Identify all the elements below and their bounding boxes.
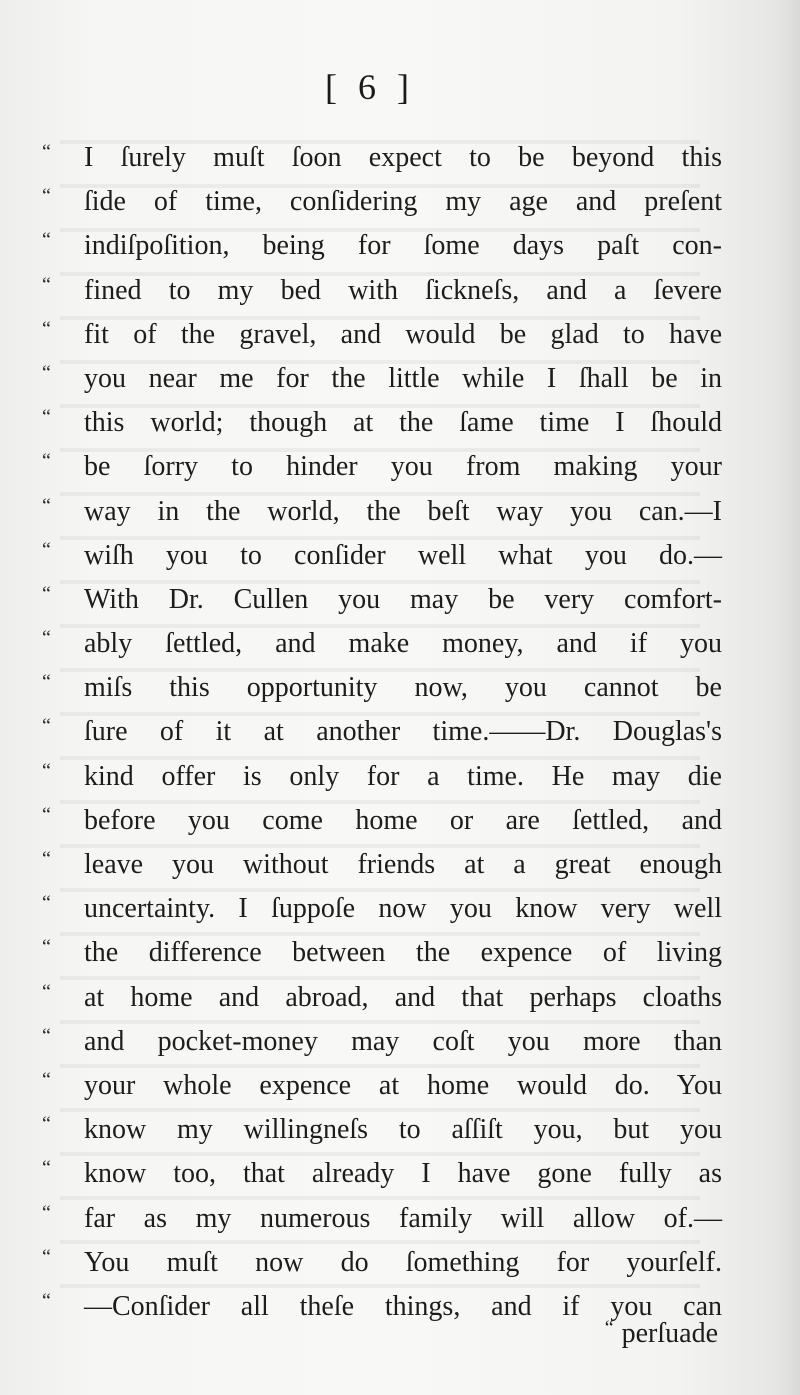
- text-line: [42, 843, 722, 887]
- quote-mark: “: [42, 715, 51, 738]
- text-line-content: and pocket-money may coſt you more than: [84, 1025, 722, 1057]
- text-line-content: you near me for the little while I ſhall be in: [84, 362, 722, 394]
- quote-mark: “: [42, 1201, 51, 1224]
- text-line-content: miſs this opportunity now, you cannot be: [84, 672, 722, 704]
- text-line: [42, 799, 722, 843]
- text-line: [42, 755, 722, 799]
- quote-mark: “: [42, 671, 51, 694]
- text-line: [42, 401, 722, 445]
- text-line-content: You muſt now do ſomething for yourſelf.: [84, 1246, 722, 1278]
- text-line-content: this world; though at the ſame time I ſhould: [84, 407, 722, 439]
- quote-mark: “: [42, 1289, 51, 1312]
- quote-mark: “: [42, 361, 51, 384]
- text-line-content: wiſh you to conſider well what you do.—: [84, 539, 722, 571]
- quote-mark: “: [42, 538, 51, 561]
- quote-mark: “: [42, 892, 51, 915]
- quote-mark: “: [42, 1245, 51, 1268]
- quote-mark: “: [42, 273, 51, 296]
- text-line-content: I ſurely muſt ſoon expect to be beyond this: [84, 142, 722, 173]
- quote-mark: “: [42, 759, 51, 782]
- quote-mark: “: [42, 1157, 51, 1180]
- text-line-content: at home and abroad, and that perhaps cloaths: [84, 981, 722, 1013]
- text-line-content: ſure of it at another time.——Dr. Douglas's: [84, 716, 722, 748]
- quote-mark: “: [42, 1024, 51, 1047]
- text-line: [42, 710, 722, 754]
- text-line: [42, 313, 722, 357]
- text-line: [42, 534, 722, 578]
- quote-mark: “: [42, 317, 51, 340]
- text-line-content: ſide of time, conſidering my age and preſent: [84, 186, 722, 218]
- text-line-content: before you come home or are ſettled, and: [84, 804, 722, 836]
- text-line-content: know too, that already I have gone fully as: [84, 1158, 722, 1190]
- quote-mark: “: [42, 803, 51, 826]
- quote-mark: “: [42, 848, 51, 870]
- text-line: [42, 1108, 722, 1152]
- text-line: [42, 269, 722, 313]
- text-line: [42, 1064, 722, 1108]
- text-line: [42, 1197, 722, 1241]
- text-line-content: the difference between the expence of living: [84, 937, 722, 969]
- text-line: [42, 976, 722, 1020]
- text-line-content: know my willingneſs to aſſiſt you, but you: [84, 1114, 722, 1146]
- quote-mark: “: [42, 582, 51, 605]
- text-line: [42, 931, 722, 975]
- quote-mark: “: [42, 627, 51, 650]
- text-line: [42, 445, 722, 489]
- text-line-content: With Dr. Cullen you may be very comfort-: [84, 583, 722, 615]
- quote-mark: “: [42, 229, 51, 252]
- catchword-text: perſuade: [621, 1318, 718, 1349]
- quote-mark: “: [42, 141, 51, 163]
- page-number: [ 6 ]: [325, 67, 415, 107]
- text-line-content: indiſpoſition, being for ſome days paſt con-: [84, 230, 722, 262]
- text-line-content: be ſorry to hinder you from making your: [84, 451, 722, 483]
- text-line: [42, 578, 722, 622]
- text-line: [42, 622, 722, 666]
- text-line-content: uncertainty. I ſuppoſe now you know very well: [84, 893, 722, 925]
- text-line-content: far as my numerous family will allow of.—: [84, 1202, 722, 1234]
- text-line: [42, 887, 722, 931]
- text-line-content: way in the world, the beſt way you can.—I: [84, 495, 722, 527]
- quote-mark: “: [604, 1317, 614, 1339]
- quote-mark: “: [42, 494, 51, 517]
- quote-mark: “: [42, 1068, 51, 1091]
- quote-mark: “: [42, 450, 51, 473]
- text-line: [42, 136, 722, 180]
- text-line: [42, 357, 722, 401]
- quote-mark: “: [42, 980, 51, 1003]
- quote-mark: “: [42, 936, 51, 959]
- catchword: [605, 1318, 718, 1350]
- text-line: [42, 180, 722, 224]
- quote-mark: “: [42, 406, 51, 429]
- text-line-content: ably ſettled, and make money, and if you: [84, 628, 722, 660]
- text-line-content: kind offer is only for a time. He may die: [84, 760, 722, 792]
- text-line: [42, 666, 722, 710]
- text-line-content: —Conſider all theſe things, and if you can: [84, 1290, 722, 1322]
- text-line: [42, 1020, 722, 1064]
- text-line-content: leave you without friends at a great enough: [84, 849, 722, 880]
- text-line-content: fined to my bed with ſickneſs, and a ſevere: [84, 274, 722, 306]
- quote-mark: “: [42, 1113, 51, 1136]
- text-line-content: fit of the gravel, and would be glad to have: [84, 318, 722, 350]
- text-line: [42, 1152, 722, 1196]
- letter-text-block: [42, 136, 722, 1329]
- text-line-content: your whole expence at home would do. You: [84, 1069, 722, 1101]
- quote-mark: “: [42, 185, 51, 208]
- text-line: [42, 1241, 722, 1285]
- text-line: [42, 224, 722, 268]
- text-line: [42, 490, 722, 534]
